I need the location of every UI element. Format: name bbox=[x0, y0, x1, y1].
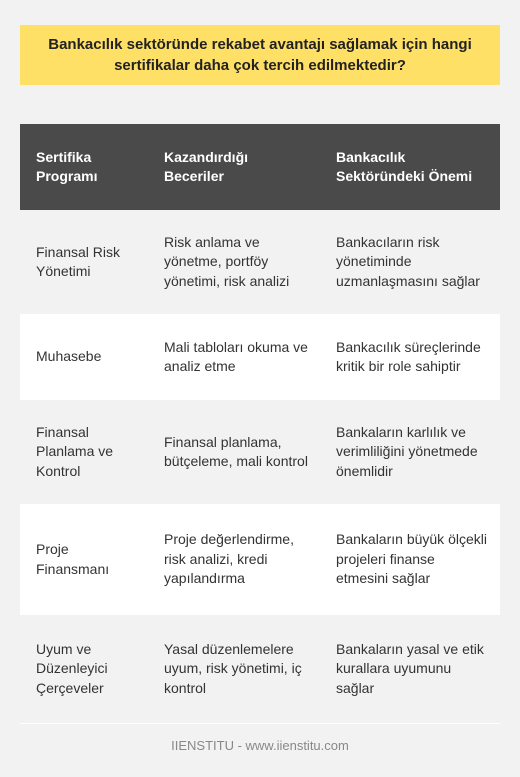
table-row bbox=[20, 400, 500, 505]
title-banner bbox=[20, 25, 500, 85]
cell-program: Muhasebe bbox=[20, 315, 148, 400]
cell-skills: Risk anlama ve yönetme, portföy yönetimi, risk analizi bbox=[148, 210, 320, 315]
cell-importance: Bankaların karlılık ve verimliliğini yönetmede önemlidir bbox=[320, 400, 500, 505]
cell-importance: Bankaların yasal ve etik kurallara uyumunu sağlar bbox=[320, 615, 500, 724]
cell-skills: Finansal planlama, bütçeleme, mali kontrol bbox=[148, 400, 320, 505]
footer-credit: IIENSTITU - www.iienstitu.com bbox=[171, 738, 349, 753]
page-title: Bankacılık sektöründe rekabet avantajı sağlamak için hangi sertifikalar daha çok tercih edilmektedir? bbox=[48, 36, 472, 74]
cell-program: Proje Finansmanı bbox=[20, 505, 148, 615]
cell-skills: Yasal düzenlemelere uyum, risk yönetimi, iç kontrol bbox=[148, 615, 320, 724]
table-header-row bbox=[20, 124, 500, 210]
cell-importance: Bankacıların risk yönetiminde uzmanlaşmasını sağlar bbox=[320, 210, 500, 315]
certificate-table bbox=[20, 124, 500, 724]
cell-program: Finansal Risk Yönetimi bbox=[20, 210, 148, 315]
column-header-importance: Bankacılık Sektöründeki Önemi bbox=[320, 124, 500, 210]
cell-skills: Proje değerlendirme, risk analizi, kredi yapılandırma bbox=[148, 505, 320, 615]
table-row bbox=[20, 615, 500, 724]
cell-importance: Bankaların büyük ölçekli projeleri finanse etmesini sağlar bbox=[320, 505, 500, 615]
column-header-skills: Kazandırdığı Beceriler bbox=[148, 124, 320, 210]
cell-skills: Mali tabloları okuma ve analiz etme bbox=[148, 315, 320, 400]
table-row bbox=[20, 505, 500, 615]
cell-program: Uyum ve Düzenleyici Çerçeveler bbox=[20, 615, 148, 724]
table-row bbox=[20, 315, 500, 400]
cell-importance: Bankacılık süreçlerinde kritik bir role sahiptir bbox=[320, 315, 500, 400]
cell-program: Finansal Planlama ve Kontrol bbox=[20, 400, 148, 505]
table-row bbox=[20, 210, 500, 315]
column-header-program: Sertifika Programı bbox=[20, 124, 148, 210]
